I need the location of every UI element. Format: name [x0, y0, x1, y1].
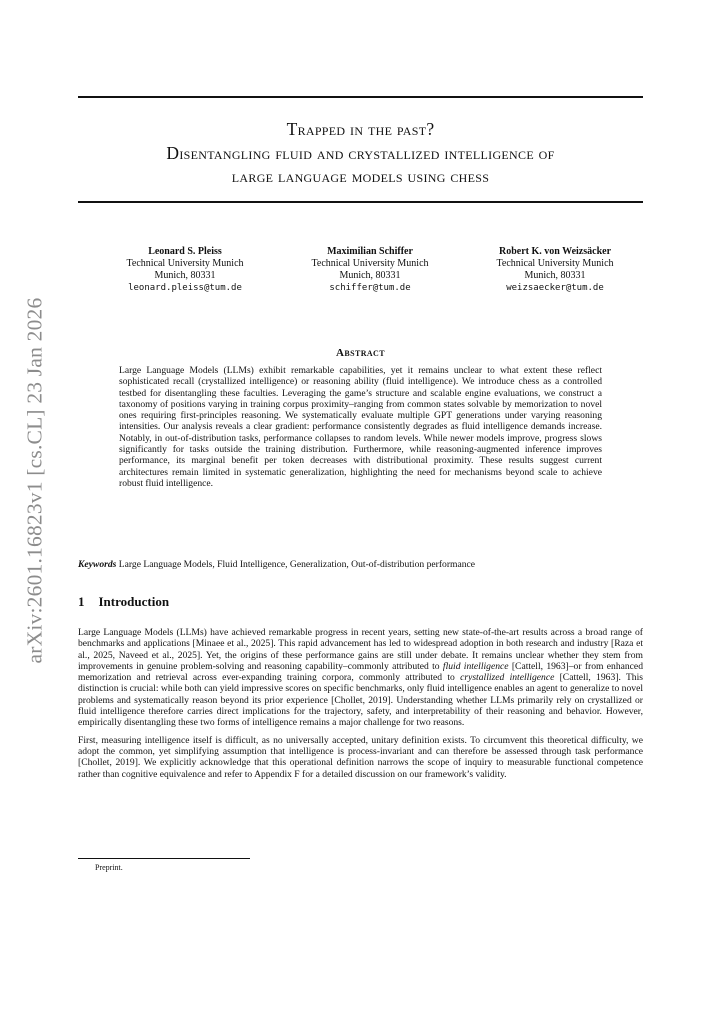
author-email: weizsaecker@tum.de	[506, 283, 604, 293]
author-block	[100, 246, 270, 294]
title-line-3: large language models using chess	[231, 166, 490, 186]
section-title: Introduction	[98, 594, 170, 609]
intro-text: [Cattell, 1963]. This distinction is crucial: while both can yield impressive scores on specific benchmarks, only fluid intelligence enables an agent to generalize to novel problems and systematically reason beyond its prior experience [Chollet, 2019]. Understanding whether LLMs primarily rely on crystallized or fluid intelligence therefore carries direct implications for the trajectory, safety, and interpretability of their reasoning and behavior. However, empirically disentangling these two forms of intelligence remains a major challenge for two reasons.	[78, 672, 643, 729]
intro-paragraph: First, measuring intelligence itself is difficult, as no universally accepted, unitary definition exists. To circumvent this theoretical difficulty, we adopt the common, yet simplifying assumption that intelligence is process-invariant and can therefore be assessed through task performance [Chollet, 2019]. We explicitly acknowledge that this operational definition narrows the scope of inquiry to measurable functional competence rather than cognitive equivalence and refer to Appendix F for a detailed discussion on our framework’s validity.	[78, 734, 643, 780]
arxiv-identifier: arXiv:2601.16823v1 [cs.CL] 23 Jan 2026	[22, 297, 47, 663]
author-name: Leonard S. Pleiss	[148, 246, 222, 257]
title-line-1: Trapped in the past?	[286, 119, 435, 139]
title-bottom-rule	[78, 201, 643, 203]
intro-text: [Cattell, 1963]–or from enhanced memorization and retrieval across ever-expanding training corpora, commonly attributed to	[78, 660, 643, 684]
intro-text: Large Language Models (LLMs) have achieved remarkable progress in recent years, setting new state-of-the-art results across a broad range of benchmarks and applications [Minaee et al., 2025]. This rapid advancement has led to widespread adoption in both research and industry [Raza et al., 2025, Naveed et al., 2025]. Yet, the origins of these performance gains are still under debate. It remains unclear whether they stem from improvements in genuine problem-solving and reasoning capability–commonly attributed to	[78, 627, 643, 672]
abstract-text: Large Language Models (LLMs) exhibit remarkable capabilities, yet it remains unclear to what extent these reflect sophisticated recall (crystallized intelligence) or reasoning ability (fluid intelligence). We introduce chess as a controlled testbed for disentangling these faculties. Leveraging the game’s structure and scalable engine evaluations, we construct a taxonomy of positions varying in training corpus proximity–ranging from common states solvable by memorization to novel ones requiring first-principles reasoning. We systematically evaluate multiple GPT generations under varying reasoning intensities. Our analysis reveals a clear gradient: performance consistently degrades as fluid intelligence demands increase. Notably, in out-of-distribution tasks, performance collapses to random levels. While newer models improve, progress slows significantly for tasks outside the training distribution. Furthermore, while reasoning-augmented inference improves performance, its marginal benefit per token decreases with distributional proximity. These results suggest current architectures remain limited in systematic generalization, highlighting the need for mechanisms beyond scale to achieve robust fluid intelligence.	[119, 365, 602, 489]
author-address: Munich, 80331	[524, 270, 586, 281]
section-heading	[78, 594, 643, 610]
author-affiliation: Technical University Munich	[496, 258, 614, 269]
author-address: Munich, 80331	[339, 270, 401, 281]
section-number: 1	[78, 594, 85, 609]
intro-emphasis: crystallized intelligence	[460, 672, 555, 684]
keywords-text: Large Language Models, Fluid Intelligence, Generalization, Out-of-distribution performance	[118, 559, 476, 570]
title-line-2: Disentangling fluid and crystallized intelligence of	[166, 142, 555, 163]
author-email: schiffer@tum.de	[329, 283, 411, 293]
paper-title	[78, 118, 643, 189]
keywords-label: Keywords	[78, 559, 117, 570]
author-affiliation: Technical University Munich	[311, 258, 429, 269]
author-block	[285, 246, 455, 294]
introduction-body	[78, 627, 643, 786]
author-email: leonard.pleiss@tum.de	[128, 283, 242, 293]
intro-emphasis: fluid intelligence	[442, 660, 509, 672]
author-address: Munich, 80331	[154, 270, 216, 281]
author-block	[470, 246, 640, 294]
title-top-rule	[78, 96, 643, 98]
arxiv-side-stamp	[18, 297, 52, 663]
author-list	[100, 246, 640, 294]
footnote: Preprint.	[95, 863, 123, 872]
author-name: Robert K. von Weizsäcker	[498, 246, 612, 257]
footnote-rule	[78, 858, 250, 859]
intro-paragraph	[78, 627, 643, 729]
abstract-heading: Abstract	[336, 347, 385, 359]
keywords-line	[78, 559, 643, 571]
author-affiliation: Technical University Munich	[126, 258, 244, 269]
author-name: Maximilian Schiffer	[327, 246, 413, 257]
